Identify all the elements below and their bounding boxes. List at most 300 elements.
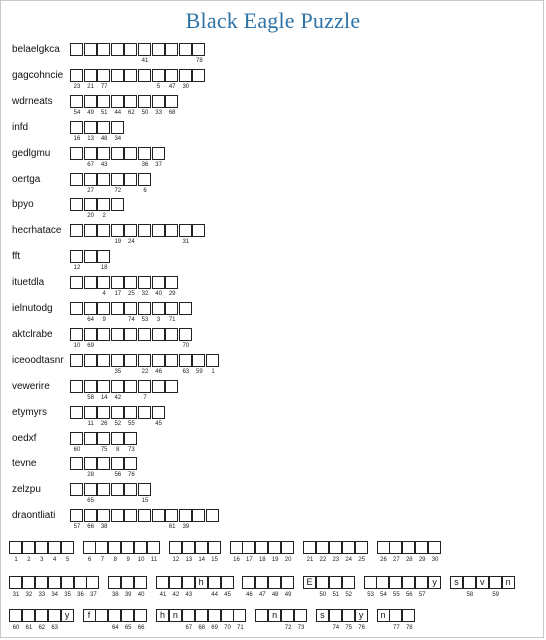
answer-cell[interactable] [221, 576, 234, 589]
letter-cell[interactable] [124, 302, 137, 315]
letter-cell[interactable] [97, 302, 110, 315]
letter-cell[interactable] [84, 43, 97, 56]
letter-cell[interactable] [97, 276, 110, 289]
letter-cell[interactable] [84, 509, 97, 522]
answer-cell[interactable] [22, 609, 35, 622]
letter-cell[interactable] [124, 354, 137, 367]
letter-cell[interactable] [84, 224, 97, 237]
answer-cell[interactable] [35, 541, 48, 554]
letter-cell[interactable] [111, 121, 124, 134]
letter-cell[interactable] [179, 302, 192, 315]
letter-cell[interactable] [111, 380, 124, 393]
letter-cell[interactable] [84, 198, 97, 211]
answer-cell[interactable] [402, 541, 415, 554]
answer-cell-number: 36 [77, 592, 84, 598]
letter-cell[interactable] [152, 224, 165, 237]
answer-cell[interactable] [169, 541, 182, 554]
answer-cell[interactable] [329, 609, 342, 622]
letter-cell[interactable] [97, 406, 110, 419]
answer-cell[interactable] [195, 541, 208, 554]
letter-cell[interactable] [111, 43, 124, 56]
letter-cell[interactable] [138, 406, 151, 419]
letter-cell[interactable] [70, 198, 83, 211]
answer-cell[interactable] [208, 541, 221, 554]
letter-cell[interactable] [124, 509, 137, 522]
letter-cell[interactable] [111, 354, 124, 367]
letter-cell[interactable] [124, 432, 137, 445]
scrambled-word: hecrhatace [12, 225, 62, 237]
letter-cell[interactable] [111, 302, 124, 315]
letter-cell[interactable] [124, 147, 137, 160]
cell-number: 7 [143, 394, 147, 401]
letter-cell[interactable] [84, 276, 97, 289]
letter-cell[interactable] [84, 95, 97, 108]
letter-cell[interactable] [111, 198, 124, 211]
answer-cell[interactable] [303, 541, 316, 554]
answer-cell[interactable]: s [316, 609, 329, 622]
letter-cell[interactable] [84, 406, 97, 419]
answer-cell[interactable] [134, 541, 147, 554]
answer-cell-number: 71 [237, 625, 244, 631]
answer-cell[interactable] [61, 576, 74, 589]
word-row [0, 328, 546, 354]
cell-number: 6 [143, 187, 147, 194]
letter-cell[interactable] [138, 354, 151, 367]
answer-cell[interactable] [428, 541, 441, 554]
answer-cell[interactable] [195, 609, 208, 622]
answer-cell-number: 25 [358, 557, 365, 563]
letter-cell[interactable] [124, 328, 137, 341]
letter-cell[interactable] [70, 173, 83, 186]
letter-cell[interactable] [84, 69, 97, 82]
answer-cell[interactable] [355, 541, 368, 554]
answer-cell[interactable] [61, 541, 74, 554]
cell-number: 72 [114, 187, 122, 194]
letter-cell[interactable] [111, 457, 124, 470]
answer-cell[interactable] [147, 541, 160, 554]
letter-cell[interactable] [70, 432, 83, 445]
cell-number: 17 [114, 291, 122, 298]
letter-cell[interactable] [84, 250, 97, 263]
letter-cell[interactable] [124, 224, 137, 237]
letter-cell[interactable] [70, 354, 83, 367]
letter-cell[interactable] [179, 224, 192, 237]
answer-cell[interactable] [74, 576, 87, 589]
answer-cell[interactable]: n [268, 609, 281, 622]
cell-number: 33 [155, 109, 162, 116]
answer-cell[interactable]: f [83, 609, 96, 622]
letter-cell[interactable] [138, 69, 151, 82]
scrambled-word: wdrneats [12, 95, 53, 107]
answer-cell[interactable] [108, 609, 121, 622]
letter-cell[interactable] [70, 43, 83, 56]
letter-cell[interactable] [111, 432, 124, 445]
answer-cell-number: 12 [172, 557, 180, 563]
cell-number: 42 [114, 394, 122, 401]
letter-cell[interactable] [70, 250, 83, 263]
answer-cell[interactable] [9, 609, 22, 622]
answer-cell[interactable] [208, 576, 221, 589]
answer-cell[interactable] [169, 576, 182, 589]
answer-cell[interactable] [83, 541, 96, 554]
letter-cell[interactable] [165, 69, 178, 82]
letter-cell[interactable] [97, 173, 110, 186]
letter-cell[interactable] [179, 43, 192, 56]
answer-cell-number: 28 [405, 557, 413, 563]
letter-cell[interactable] [84, 483, 97, 496]
letter-cell[interactable] [192, 69, 205, 82]
answer-cell-number: 7 [100, 557, 105, 563]
word-row [0, 250, 546, 276]
letter-cell[interactable] [97, 380, 110, 393]
cell-number: 57 [73, 524, 81, 531]
letter-cell[interactable] [152, 95, 165, 108]
answer-cell-number: 17 [246, 557, 253, 563]
cell-number: 41 [141, 58, 149, 64]
letter-cell[interactable] [97, 354, 110, 367]
cell-number: 26 [100, 420, 108, 427]
cell-number: 23 [73, 83, 81, 90]
answer-cell[interactable] [95, 541, 108, 554]
letter-cell[interactable] [97, 483, 110, 496]
letter-cell[interactable] [111, 483, 124, 496]
answer-cell[interactable]: E [303, 576, 316, 589]
answer-cell[interactable] [86, 576, 99, 589]
answer-cell[interactable] [342, 576, 355, 589]
letter-cell[interactable] [111, 224, 124, 237]
letter-cell[interactable] [152, 380, 165, 393]
cell-number: 78 [196, 58, 203, 64]
answer-cell[interactable] [415, 541, 428, 554]
answer-cell[interactable] [121, 541, 134, 554]
answer-cell[interactable] [242, 541, 255, 554]
answer-cell[interactable]: y [61, 609, 74, 622]
answer-cell[interactable] [48, 576, 61, 589]
answer-cell-number: 50 [319, 592, 327, 598]
letter-cell[interactable] [111, 276, 124, 289]
cell-number: 32 [141, 291, 149, 298]
answer-cell[interactable]: s [450, 576, 463, 589]
answer-cell[interactable]: h [156, 609, 169, 622]
answer-cell-number: 61 [25, 625, 33, 631]
letter-cell[interactable] [165, 276, 178, 289]
letter-cell[interactable] [165, 354, 178, 367]
answer-cell[interactable] [156, 576, 169, 589]
answer-cell[interactable] [22, 541, 35, 554]
cell-number: 18 [100, 265, 108, 272]
cell-number: 3 [156, 317, 161, 323]
answer-cell[interactable] [35, 609, 48, 622]
scrambled-word: vewerire [12, 380, 50, 392]
letter-cell[interactable] [70, 95, 83, 108]
letter-cell[interactable] [124, 69, 137, 82]
answer-cell[interactable]: n [169, 609, 182, 622]
answer-cell[interactable] [281, 576, 294, 589]
letter-cell[interactable] [152, 406, 165, 419]
answer-cell[interactable] [281, 541, 294, 554]
answer-cell[interactable]: n [377, 609, 390, 622]
word-row [0, 354, 546, 380]
answer-cell[interactable] [402, 576, 415, 589]
letter-cell[interactable] [97, 121, 110, 134]
letter-cell[interactable] [70, 121, 83, 134]
answer-cell-number: 59 [492, 592, 500, 598]
cell-number: 24 [128, 239, 135, 246]
letter-cell[interactable] [111, 509, 124, 522]
letter-cell[interactable] [70, 483, 83, 496]
cell-number: 65 [87, 498, 94, 505]
letter-cell[interactable] [165, 95, 178, 108]
letter-cell[interactable] [179, 509, 192, 522]
answer-cell[interactable] [35, 576, 48, 589]
answer-cell[interactable]: y [428, 576, 441, 589]
cell-number: 12 [73, 265, 81, 272]
cell-number: 36 [141, 161, 149, 168]
letter-cell[interactable] [111, 95, 124, 108]
letter-cell[interactable] [84, 173, 97, 186]
letter-cell[interactable] [152, 509, 165, 522]
answer-cell[interactable] [121, 576, 134, 589]
answer-cell[interactable] [221, 609, 234, 622]
letter-cell[interactable] [206, 509, 219, 522]
scrambled-word: aktclrabe [12, 328, 53, 340]
letter-cell[interactable] [124, 380, 137, 393]
letter-cell[interactable] [179, 328, 192, 341]
answer-cell-number: 62 [38, 625, 46, 631]
answer-cell[interactable] [255, 541, 268, 554]
answer-cell[interactable] [9, 576, 22, 589]
letter-cell[interactable] [70, 276, 83, 289]
cell-number: 48 [100, 135, 108, 142]
cell-number: 4 [102, 291, 106, 298]
answer-cell[interactable] [316, 576, 329, 589]
letter-cell[interactable] [165, 224, 178, 237]
scrambled-word: draontliati [12, 510, 56, 522]
letter-cell[interactable] [206, 354, 219, 367]
answer-cell[interactable] [389, 576, 402, 589]
letter-cell[interactable] [192, 509, 205, 522]
answer-cell[interactable] [9, 541, 22, 554]
cell-number: 74 [128, 317, 135, 323]
letter-cell[interactable] [138, 43, 151, 56]
letter-cell[interactable] [124, 406, 137, 419]
cell-number: 77 [100, 83, 108, 90]
cell-number: 73 [128, 446, 135, 453]
answer-cell[interactable] [22, 576, 35, 589]
answer-cell-number: 4 [53, 557, 57, 563]
letter-cell[interactable] [84, 302, 97, 315]
letter-cell[interactable] [138, 95, 151, 108]
letter-cell[interactable] [138, 380, 151, 393]
letter-cell[interactable] [165, 43, 178, 56]
letter-cell[interactable] [165, 328, 178, 341]
letter-cell[interactable] [70, 224, 83, 237]
scrambled-word: belaelgkca [12, 44, 60, 55]
letter-cell[interactable] [97, 250, 110, 263]
answer-cell[interactable] [415, 576, 428, 589]
answer-cell-number: 35 [64, 592, 71, 598]
answer-cell[interactable] [182, 609, 195, 622]
cell-number: 54 [73, 109, 81, 116]
letter-cell[interactable] [70, 69, 83, 82]
answer-cell[interactable] [255, 609, 268, 622]
answer-cell-number: 34 [51, 592, 59, 598]
cell-number: 46 [155, 368, 162, 375]
letter-cell[interactable] [84, 354, 97, 367]
letter-cell[interactable] [138, 509, 151, 522]
letter-cell[interactable] [84, 380, 97, 393]
letter-cell[interactable] [97, 457, 110, 470]
letter-cell[interactable] [165, 509, 178, 522]
letter-cell[interactable] [138, 173, 151, 186]
letter-cell[interactable] [124, 43, 137, 56]
cell-number: 71 [168, 317, 176, 323]
answer-cell[interactable] [342, 609, 355, 622]
answer-cell[interactable] [182, 541, 195, 554]
letter-cell[interactable] [152, 69, 165, 82]
word-row [0, 380, 546, 406]
answer-cell-number: 40 [137, 592, 145, 598]
cell-number: 68 [168, 109, 176, 116]
answer-cell[interactable] [134, 576, 147, 589]
letter-cell[interactable] [97, 224, 110, 237]
letter-cell[interactable] [152, 354, 165, 367]
letter-cell[interactable] [84, 457, 97, 470]
letter-cell[interactable] [84, 121, 97, 134]
answer-cell[interactable] [377, 541, 390, 554]
answer-cell[interactable] [233, 609, 246, 622]
answer-cell[interactable] [329, 541, 342, 554]
word-row [0, 121, 546, 147]
answer-cell[interactable] [108, 576, 121, 589]
answer-cell-number: 2 [27, 557, 31, 563]
answer-cell[interactable] [281, 609, 294, 622]
letter-cell[interactable] [97, 147, 110, 160]
cell-number: 49 [87, 109, 94, 116]
answer-cell[interactable] [342, 541, 355, 554]
letter-cell[interactable] [165, 380, 178, 393]
answer-cell[interactable] [182, 576, 195, 589]
answer-cell[interactable] [316, 541, 329, 554]
letter-cell[interactable] [70, 147, 83, 160]
letter-cell[interactable] [138, 276, 151, 289]
cell-number: 29 [168, 291, 176, 298]
letter-cell[interactable] [192, 224, 205, 237]
letter-cell[interactable] [97, 432, 110, 445]
letter-cell[interactable] [138, 147, 151, 160]
letter-cell[interactable] [124, 276, 137, 289]
answer-cell[interactable] [329, 576, 342, 589]
letter-cell[interactable] [70, 406, 83, 419]
letter-cell[interactable] [111, 173, 124, 186]
answer-cell[interactable] [48, 609, 61, 622]
letter-cell[interactable] [111, 69, 124, 82]
letter-cell[interactable] [124, 483, 137, 496]
letter-cell[interactable] [97, 328, 110, 341]
letter-cell[interactable] [152, 276, 165, 289]
letter-cell[interactable] [152, 43, 165, 56]
letter-cell[interactable] [152, 328, 165, 341]
letter-cell[interactable] [97, 69, 110, 82]
letter-cell[interactable] [165, 302, 178, 315]
letter-cell[interactable] [111, 328, 124, 341]
letter-cell[interactable] [97, 509, 110, 522]
letter-cell[interactable] [124, 173, 137, 186]
letter-cell[interactable] [138, 302, 151, 315]
answer-cell[interactable] [48, 541, 61, 554]
letter-cell[interactable] [124, 95, 137, 108]
answer-cell[interactable]: y [355, 609, 368, 622]
answer-cell[interactable]: h [195, 576, 208, 589]
answer-cell[interactable] [463, 576, 476, 589]
letter-cell[interactable] [138, 483, 151, 496]
cell-number: 27 [87, 187, 94, 194]
answer-cell[interactable] [489, 576, 502, 589]
answer-cell[interactable] [95, 609, 108, 622]
letter-cell[interactable] [70, 457, 83, 470]
answer-cell-number: 19 [271, 557, 279, 563]
answer-cell[interactable] [294, 609, 307, 622]
answer-cell[interactable] [134, 609, 147, 622]
answer-cell[interactable] [268, 576, 281, 589]
answer-cell[interactable] [242, 576, 255, 589]
letter-cell[interactable] [84, 432, 97, 445]
cell-number: 55 [128, 420, 135, 427]
letter-cell[interactable] [138, 328, 151, 341]
scrambled-word: bpyo [12, 199, 34, 211]
answer-cell[interactable] [389, 541, 402, 554]
letter-cell[interactable] [138, 224, 151, 237]
answer-cell[interactable] [208, 609, 221, 622]
letter-cell[interactable] [97, 198, 110, 211]
answer-cell-number: 6 [87, 557, 92, 563]
letter-cell[interactable] [70, 302, 83, 315]
letter-cell[interactable] [70, 380, 83, 393]
answer-cell[interactable] [108, 541, 121, 554]
letter-cell[interactable] [152, 302, 165, 315]
letter-cell[interactable] [70, 509, 83, 522]
letter-cell[interactable] [111, 147, 124, 160]
letter-cell[interactable] [84, 147, 97, 160]
answer-cell[interactable] [230, 541, 243, 554]
letter-cell[interactable] [179, 354, 192, 367]
letter-cell[interactable] [97, 43, 110, 56]
word-row [0, 432, 546, 458]
answer-cell[interactable] [389, 609, 402, 622]
answer-cell[interactable] [255, 576, 268, 589]
answer-cell[interactable] [121, 609, 134, 622]
answer-cell[interactable]: v [476, 576, 489, 589]
letter-cell[interactable] [111, 406, 124, 419]
answer-cell[interactable] [268, 541, 281, 554]
answer-cell[interactable] [402, 609, 415, 622]
word-row [0, 509, 546, 535]
answer-cell-number: 46 [246, 592, 253, 598]
answer-cell[interactable] [376, 576, 389, 589]
letter-cell[interactable] [70, 328, 83, 341]
answer-cell[interactable]: n [502, 576, 515, 589]
letter-cell[interactable] [152, 147, 165, 160]
letter-cell[interactable] [192, 43, 205, 56]
word-row [0, 69, 546, 95]
answer-cell-number: 74 [332, 625, 340, 631]
letter-cell[interactable] [179, 69, 192, 82]
answer-cell[interactable] [364, 576, 377, 589]
letter-cell[interactable] [97, 95, 110, 108]
letter-cell[interactable] [192, 354, 205, 367]
letter-cell[interactable] [124, 457, 137, 470]
letter-cell[interactable] [84, 328, 97, 341]
